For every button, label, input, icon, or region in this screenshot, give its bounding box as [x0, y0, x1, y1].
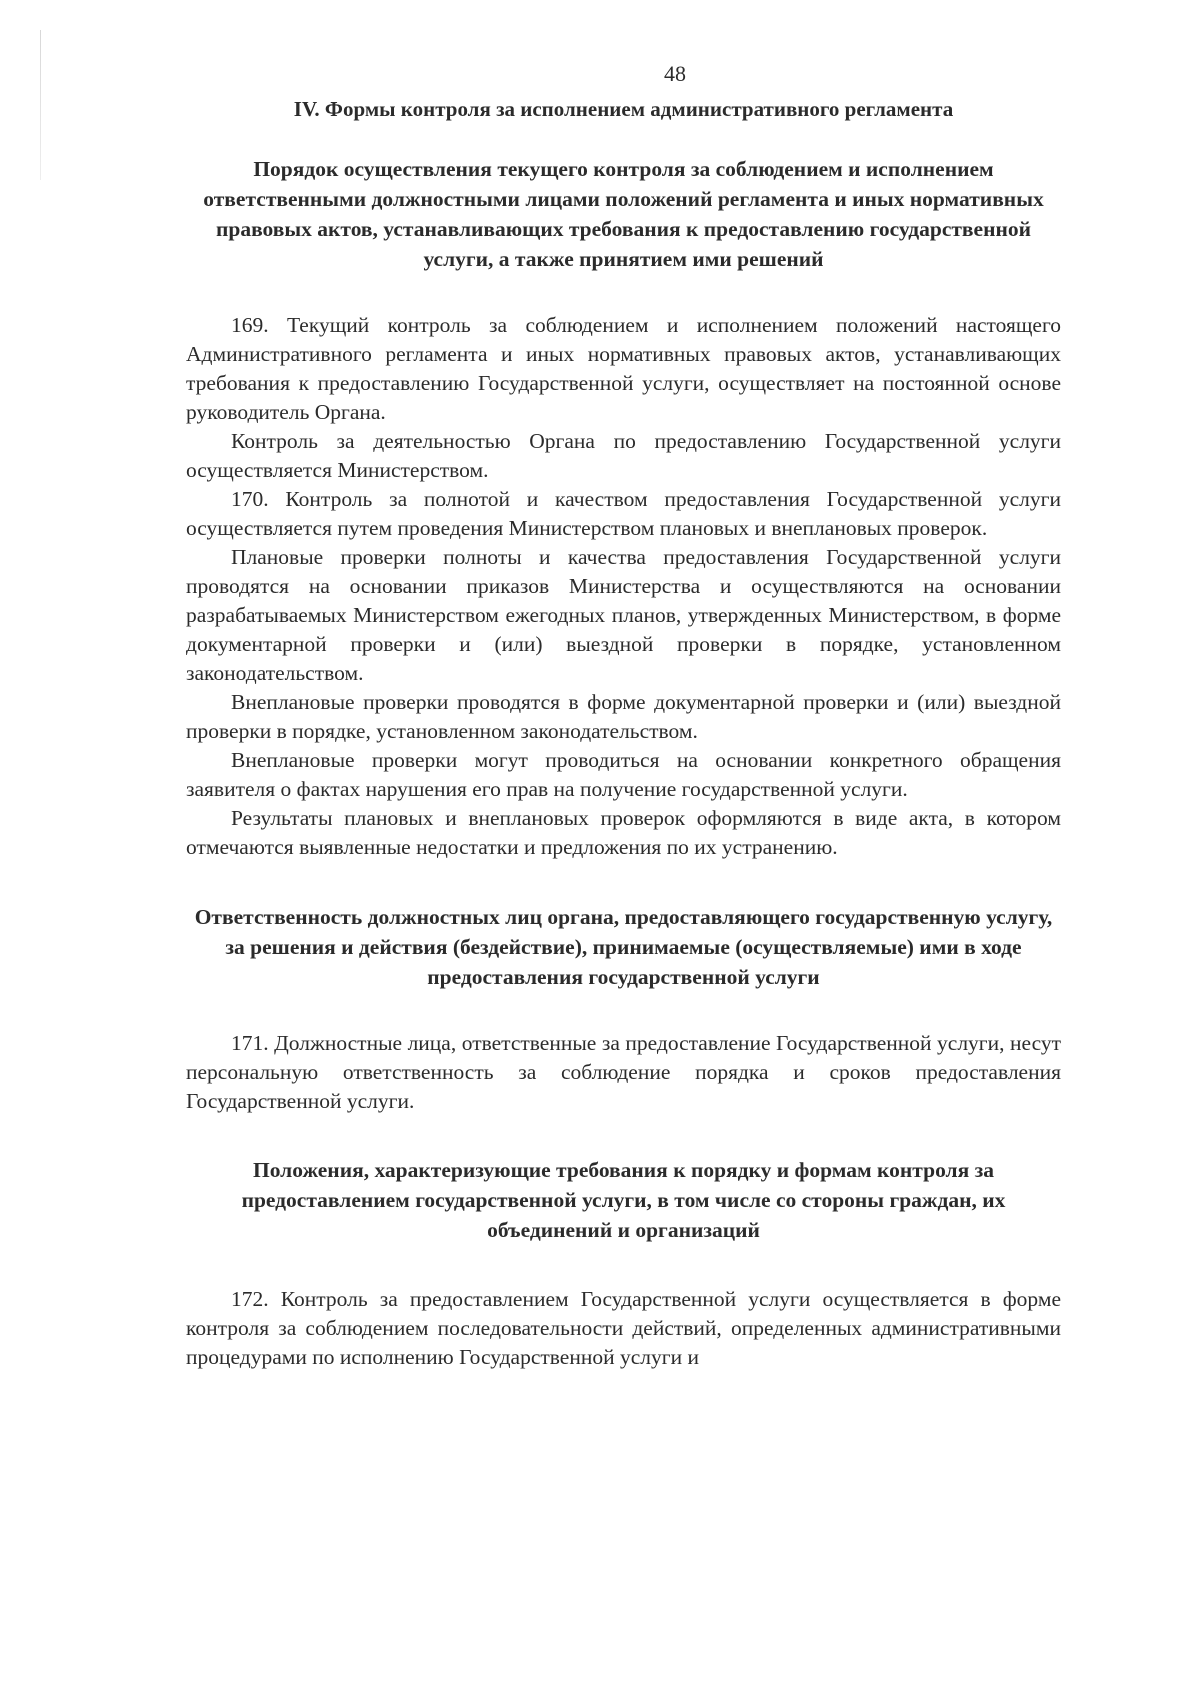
- paragraph-unplanned-inspections: Внеплановые проверки проводятся в форме документарной проверки и (или) выездной проверки в порядке, установленном законодательством.: [186, 690, 1061, 743]
- chapter-title: IV. Формы контроля за исполнением административного регламента: [293, 97, 954, 121]
- paragraph-172: 172. Контроль за предоставлением Государственной услуги осуществляется в форме контроля за соблюдением последовательности действий, определенных административными процедурами по исполнению Государственной услуги и: [186, 1287, 1061, 1369]
- paragraph-planned-inspections: Плановые проверки полноты и качества предоставления Государственной услуги проводятся на основании приказов Министерства и осуществляются на основании разрабатываемых Министерством ежегодных планов, утвержденных Министерством, в форме документарной проверки и (или) выездной проверки в порядке, установленном законодательством.: [186, 545, 1061, 685]
- paragraph-170: 170. Контроль за полнотой и качеством предоставления Государственной услуги осуществляется путем проведения Министерством плановых и внеплановых проверок.: [186, 487, 1061, 540]
- paragraph-unplanned-grounds: Внеплановые проверки могут проводиться на основании конкретного обращения заявителя о фактах нарушения его прав на получение государственной услуги.: [186, 748, 1061, 801]
- paragraph-ministry-control: Контроль за деятельностью Органа по предоставлению Государственной услуги осуществляется Министерством.: [186, 429, 1061, 482]
- paragraph-inspection-results: Результаты плановых и внеплановых проверок оформляются в виде акта, в котором отмечаются выявленные недостатки и предложения по их устранению.: [186, 806, 1061, 859]
- page-content: [186, 94, 1061, 1372]
- page-number: 48: [664, 61, 686, 86]
- section-heading-control-forms: Положения, характеризующие требования к порядку и формам контроля за предоставлением государственной услуги, в том числе со стороны граждан, их объединений и организаций: [241, 1158, 1006, 1242]
- section-heading-responsibility: Ответственность должностных лиц органа, предоставляющего государственную услугу, за решения и действия (бездействие), принимаемые (осуществляемые) ими в ходе предоставления государственной услуги: [194, 905, 1053, 989]
- paragraph-171: 171. Должностные лица, ответственные за предоставление Государственной услуги, несут персональную ответственность за соблюдение порядка и сроков предоставления Государственной услуги.: [186, 1031, 1061, 1113]
- section-heading-current-control: Порядок осуществления текущего контроля за соблюдением и исполнением ответственными должностными лицами положений регламента и иных нормативных правовых актов, устанавливающих требования к предоставлению государственной услуги, а также принятием ими решений: [203, 157, 1044, 271]
- paragraph-169: 169. Текущий контроль за соблюдением и исполнением положений настоящего Административного регламента и иных нормативных правовых актов, устанавливающих требования к предоставлению Государственной услуги, осуществляет на постоянной основе руководитель Органа.: [186, 313, 1061, 424]
- scan-edge-mark: [40, 30, 41, 180]
